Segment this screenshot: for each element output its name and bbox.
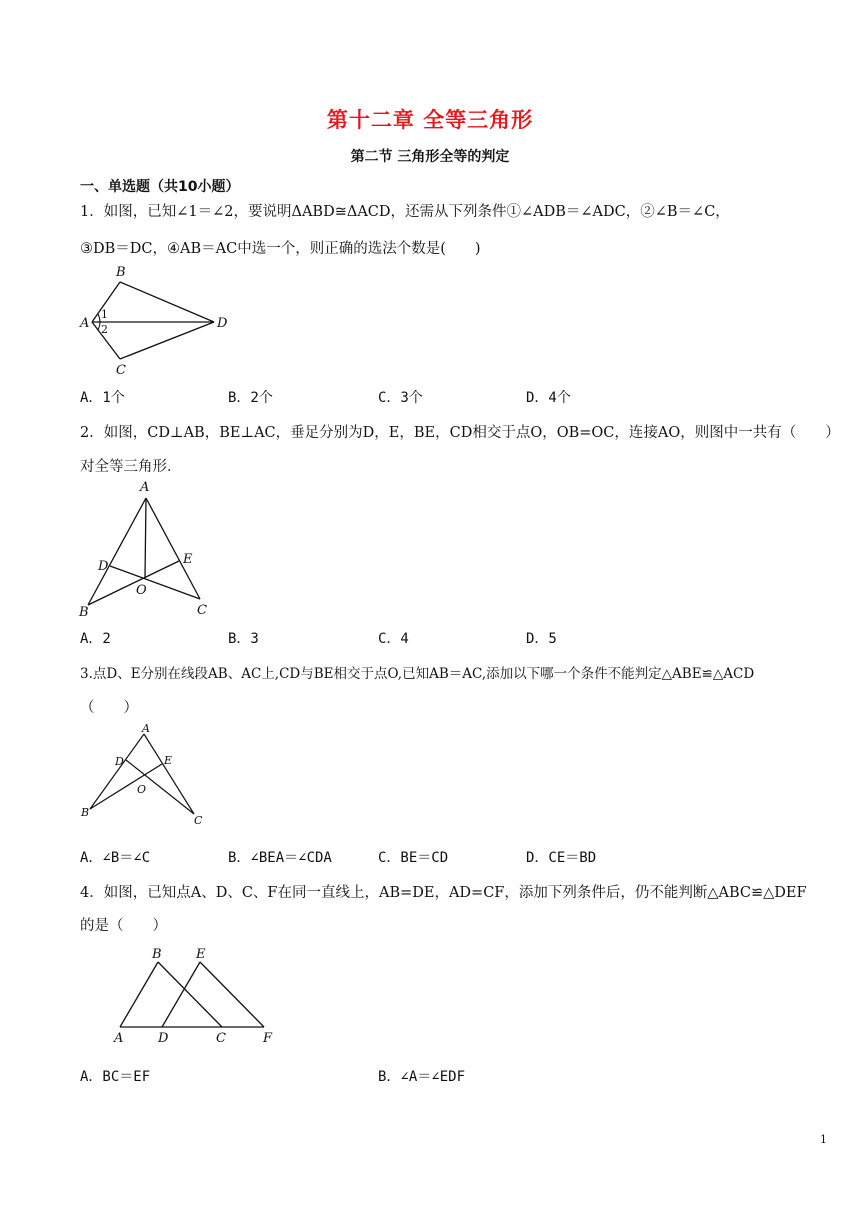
- q3-option-c: C．BE＝CD: [378, 850, 449, 866]
- q3-option-b: B．∠BEA＝∠CDA: [228, 850, 332, 866]
- q2-option-c: C．4: [378, 631, 409, 647]
- q1-label-d: D: [217, 316, 228, 331]
- q3-option-d: D．CE＝BD: [526, 850, 597, 866]
- q4-line1: 4．如图，已知点A、D、C、F在同一直线上，AB=DE，AD=CF，添加下列条件后，仍不能判断△ABC≌△DEF: [80, 885, 807, 901]
- q1-label-1: 1: [101, 308, 108, 321]
- q4-option-b: B．∠A＝∠EDF: [378, 1069, 466, 1085]
- q2-option-d: D．5: [526, 631, 557, 647]
- q1-line1: 1．如图，已知∠1＝∠2，要说明ΔABD≅ΔACD，还需从下列条件①∠ADB＝∠ADC，②∠B＝∠C，: [80, 204, 730, 220]
- q1-label-c: C: [116, 363, 126, 377]
- q2-option-b: B．3: [228, 631, 259, 647]
- q1-option-d: D．4个: [526, 390, 571, 406]
- q3-line2: （ ）: [80, 700, 138, 716]
- q1-figure: [76, 262, 246, 377]
- section-subtitle: 第二节 三角形全等的判定: [350, 149, 510, 165]
- q3-label-c: C: [194, 814, 203, 827]
- q4-figure: [106, 944, 286, 1046]
- q4-label-e: E: [196, 947, 206, 962]
- q1-line2: ③DB＝DC，④AB＝AC中选一个，则正确的选法个数是( ): [80, 241, 481, 257]
- q4-option-a: A．BC＝EF: [80, 1069, 151, 1085]
- q1-label-b: B: [116, 265, 126, 280]
- q1-option-b: B．2个: [228, 390, 273, 406]
- q1-label-2: 2: [101, 323, 108, 336]
- q2-line1: 2．如图，CD⊥AB，BE⊥AC，垂足分别为D，E，BE，CD相交于点O，OB=OC，连接AO，则图中一共有（ ）: [80, 425, 840, 441]
- q1-label-a: A: [80, 316, 90, 331]
- q1-option-c: C．3个: [378, 390, 423, 406]
- q2-figure: [76, 478, 216, 618]
- q3-label-o: O: [137, 783, 147, 796]
- q3-label-d: D: [115, 755, 124, 768]
- q3-line1: 3.点D、E分别在线段AB、AC上,CD与BE相交于点O,已知AB＝AC,添加以下哪一个条件不能判定△ABE≌△ACD: [80, 666, 755, 682]
- q1-option-a: A．1个: [80, 390, 125, 406]
- q4-label-d: D: [158, 1031, 169, 1046]
- q2-label-b: B: [79, 605, 89, 618]
- question-type-heading: 一、单选题（共10小题）: [80, 179, 240, 195]
- q3-option-a: A．∠B＝∠C: [80, 850, 151, 866]
- page-number: 1: [820, 1133, 827, 1146]
- q4-line2: 的是（ ）: [80, 918, 167, 934]
- q4-label-c: C: [216, 1031, 226, 1046]
- chapter-title: 第十二章 全等三角形: [326, 108, 534, 132]
- q3-label-b: B: [81, 806, 90, 819]
- q3-figure: [76, 722, 211, 828]
- q2-label-a: A: [140, 480, 150, 495]
- q2-label-c: C: [197, 603, 207, 618]
- q3-label-a: A: [142, 722, 150, 735]
- q2-line2: 对全等三角形．: [80, 459, 182, 475]
- q4-label-f: F: [263, 1031, 273, 1046]
- q2-option-a: A．2: [80, 631, 111, 647]
- q4-label-a: A: [114, 1031, 124, 1046]
- q3-label-e: E: [164, 754, 173, 767]
- q4-label-b: B: [152, 947, 162, 962]
- q2-label-o: O: [136, 583, 147, 598]
- q2-label-d: D: [98, 559, 109, 574]
- q2-label-e: E: [183, 552, 193, 567]
